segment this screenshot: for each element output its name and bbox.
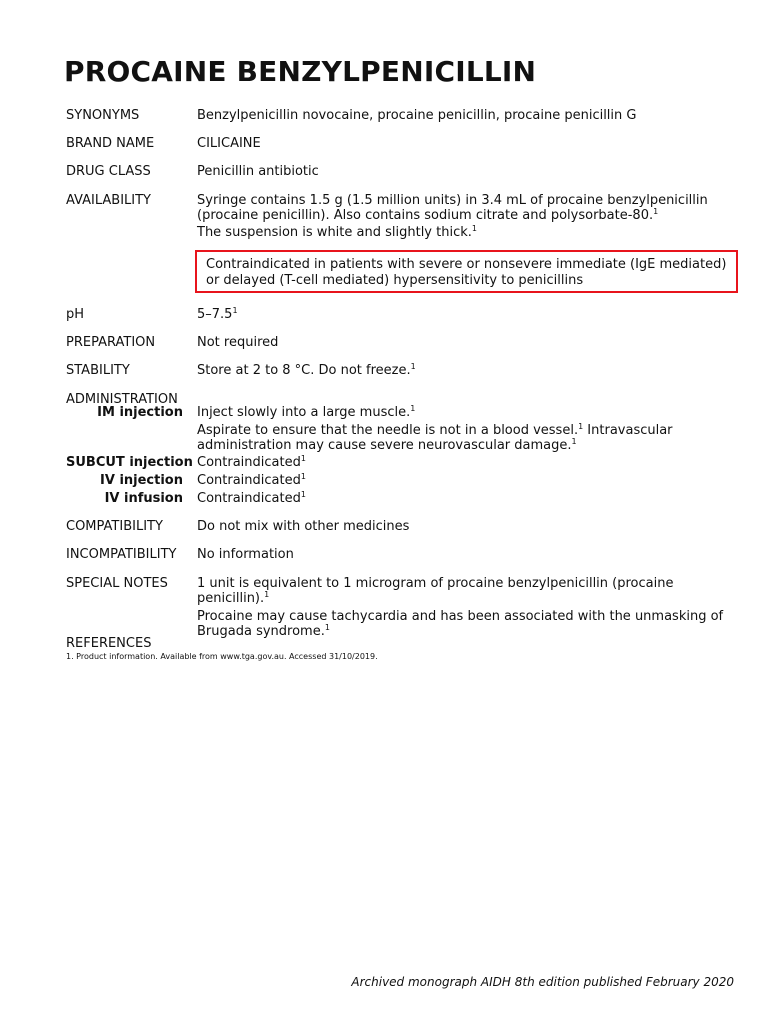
footnote-marker: 1 [578,422,584,431]
stability-label: STABILITY [66,363,130,378]
footnote-marker: 1 [300,472,306,481]
iv-infusion-label: IV infusion [104,491,183,506]
preparation-value: Not required [197,335,279,350]
footnote-marker: 1 [300,490,306,499]
brand-name-label: BRAND NAME [66,136,155,151]
availability-value [197,193,737,240]
footnote-marker: 1 [410,362,416,371]
footnote-marker: 1 [300,454,306,463]
ph-label: pH [66,307,85,322]
special-notes-label: SPECIAL NOTES [66,576,168,591]
special-notes-line-3: Brugada syndrome.$^1$ [197,623,330,639]
page-title: PROCAINE BENZYLPENICILLIN [64,55,537,88]
stability-value: Store at 2 to 8 °C. Do not freeze.$^1$ [197,362,416,378]
im-line-3: administration may cause severe neurovascular damage.$^1$ [197,437,577,453]
special-notes-line-1: 1 unit is equivalent to 1 microgram of procaine benzylpenicillin (procaine penicillin).$^1$ [197,576,674,606]
im-injection-value [197,405,737,453]
im-injection-label: IM injection [97,405,183,420]
subcut-injection-value: Contraindicated$^1$ [197,454,306,470]
availability-line-3: The suspension is white and slightly thick.$^1$ [197,224,477,240]
compatibility-value: Do not mix with other medicines [197,519,410,534]
synonyms-label: SYNONYMS [66,108,140,123]
compatibility-label: COMPATIBILITY [66,519,163,534]
im-line-2: Aspirate to ensure that the needle is not in a blood vessel.$^1$ Intravascular [197,422,673,438]
drug-class-value: Penicillin antibiotic [197,164,319,179]
availability-line-2: (procaine penicillin). Also contains sodium citrate and polysorbate-80.$^1$ [197,207,659,223]
archive-footer: Archived monograph AIDH 8th edition published February 2020 [351,975,734,989]
administration-label: ADMINISTRATION [66,392,178,407]
iv-infusion-value: Contraindicated$^1$ [197,490,306,506]
iv-injection-value: Contraindicated$^1$ [197,472,306,488]
subcut-injection-label: SUBCUT injection [66,455,193,470]
incompatibility-value: No information [197,547,294,562]
reference-item: 1. Product information. Available from www.tga.gov.au. Accessed 31/10/2019. [66,652,378,661]
drug-class-label: DRUG CLASS [66,164,151,179]
footnote-marker: 1 [264,590,270,599]
special-notes-line-2: Procaine may cause tachycardia and has been associated with the unmasking of [197,609,724,624]
contraindication-alert-box: Contraindicated in patients with severe or nonsevere immediate (IgE mediated) or delayed (T-cell mediated) hypersensitivity to penicillins [195,250,738,293]
footnote-marker: 1 [324,623,330,632]
footnote-marker: 1 [653,207,659,216]
synonyms-value: Benzylpenicillin novocaine, procaine penicillin, procaine penicillin G [197,108,637,123]
preparation-label: PREPARATION [66,335,156,350]
availability-line-1: Syringe contains 1.5 g (1.5 million units) in 3.4 mL of procaine benzylpenicillin [197,193,708,208]
footnote-marker: 1 [471,224,477,233]
incompatibility-label: INCOMPATIBILITY [66,547,177,562]
brand-name-value: CILICAINE [197,136,261,151]
footnote-marker: 1 [571,437,577,446]
footnote-marker: 1 [410,404,416,413]
iv-injection-label: IV injection [100,473,183,488]
footnote-marker: 1 [232,306,238,315]
special-notes-value [197,576,737,639]
availability-label: AVAILABILITY [66,193,151,208]
im-line-1: Inject slowly into a large muscle.$^1$ [197,404,416,420]
ph-value: $5-7.5^1$ [197,306,238,322]
references-heading: REFERENCES [66,636,152,651]
